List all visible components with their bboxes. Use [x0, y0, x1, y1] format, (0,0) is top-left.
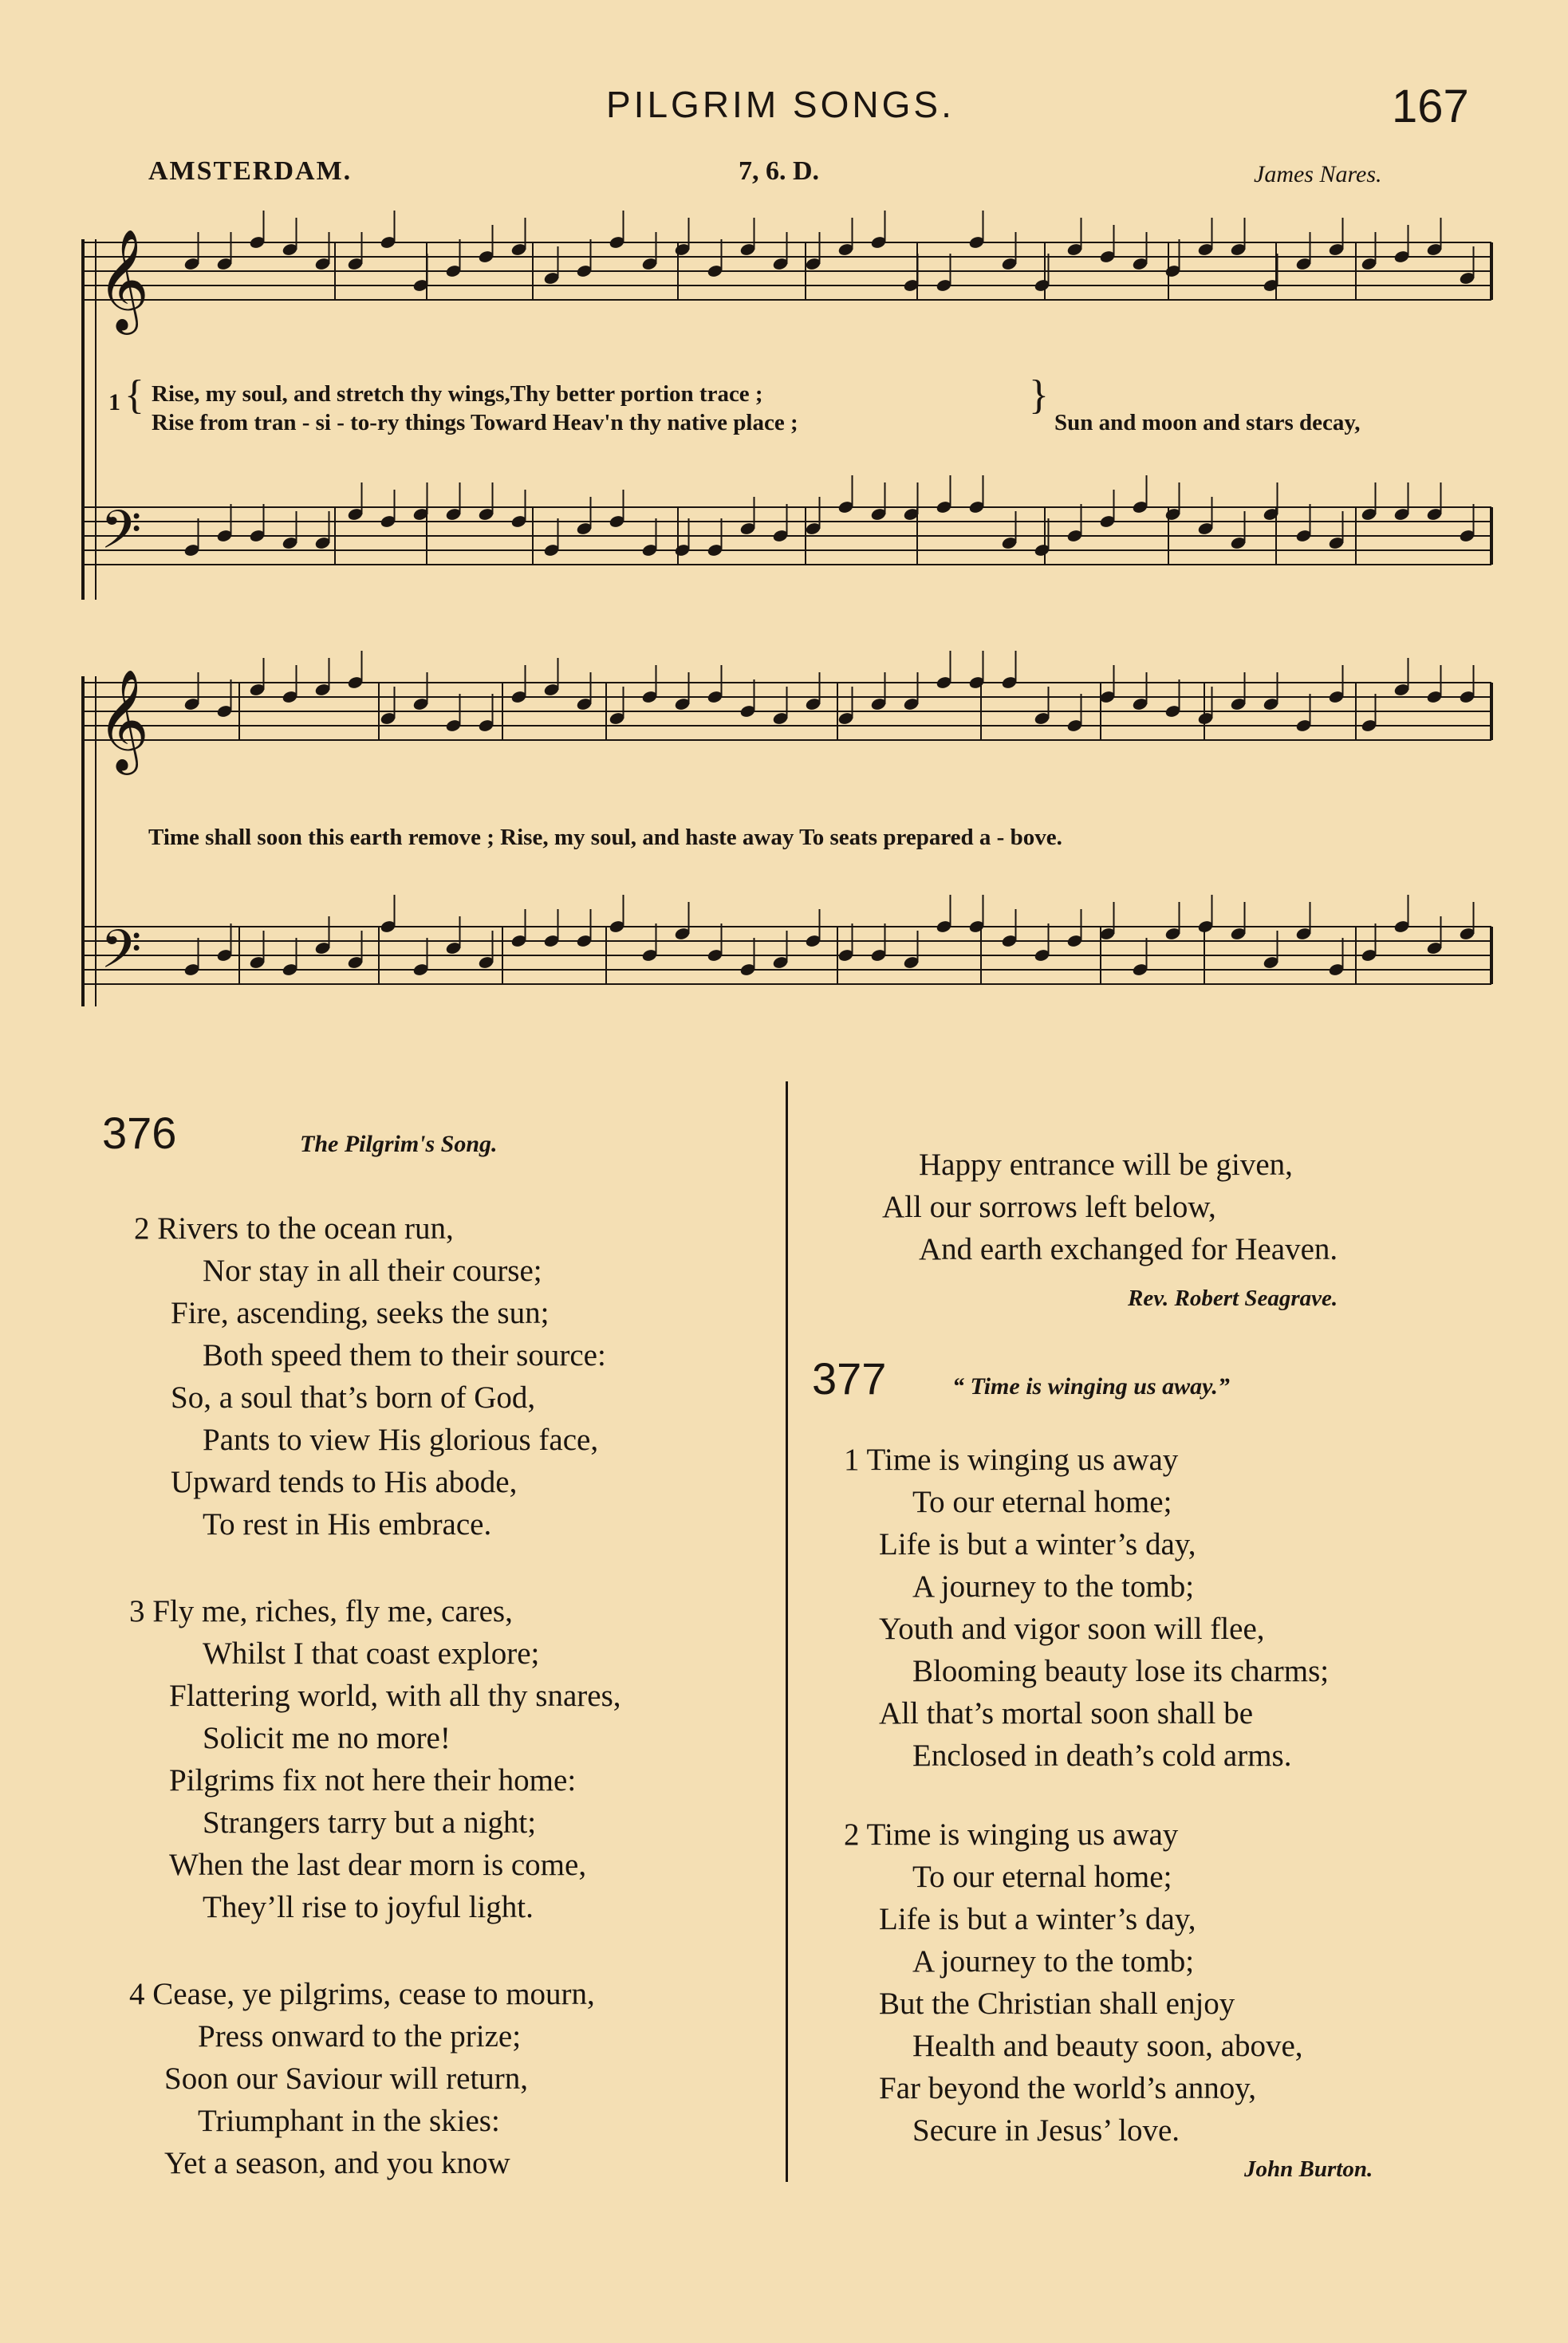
- verse-line: To our eternal home;: [912, 1485, 1172, 1519]
- verse-line: And earth exchanged for Heaven.: [919, 1232, 1338, 1266]
- left-brace: {: [124, 372, 144, 418]
- page-number: 167: [1392, 81, 1469, 132]
- lyric-brace-number: 1: [108, 389, 120, 415]
- author-377: John Burton.: [1244, 2156, 1373, 2182]
- stanza-376-2: [134, 1207, 606, 1546]
- author-376: Rev. Robert Seagrave.: [1128, 1286, 1338, 1311]
- verse-line: Yet a season, and you know: [164, 2146, 510, 2180]
- verse-line: To rest in His embrace.: [203, 1507, 492, 1542]
- verse-line: Strangers tarry but a night;: [203, 1805, 537, 1840]
- stanza-377-2: [844, 1813, 1303, 2152]
- verse-line: 1 Time is winging us away: [844, 1443, 1179, 1477]
- hymn-number-376: 376: [102, 1108, 177, 1158]
- hymn-number-377: 377: [812, 1353, 887, 1404]
- svg-text:𝄞: 𝄞: [97, 668, 150, 770]
- verse-line: Press onward to the prize;: [198, 2019, 522, 2054]
- verse-line: All our sorrows left below,: [882, 1190, 1216, 1224]
- verse-line: Happy entrance will be given,: [919, 1148, 1293, 1182]
- verse-line: But the Christian shall enjoy: [879, 1987, 1235, 2021]
- tune-composer: James Nares.: [1254, 161, 1382, 187]
- verse-line: They’ll rise to joyful light.: [203, 1890, 534, 1924]
- verse-line: Secure in Jesus’ love.: [912, 2113, 1180, 2148]
- verse-line: A journey to the tomb;: [912, 1944, 1195, 1979]
- verse-line: Life is but a winter’s day,: [879, 1527, 1196, 1561]
- verse-line: Nor stay in all their course;: [203, 1254, 542, 1288]
- lyric-line-2: Time shall soon this earth remove ; Rise, my soul, and haste away To seats prepared a - bove.: [148, 825, 1062, 850]
- tune-meter: 7, 6. D.: [739, 156, 820, 186]
- verse-line: Youth and vigor soon will flee,: [879, 1612, 1265, 1646]
- lyric-line-1a: Rise, my soul, and stretch thy wings,Thy better portion trace ;: [152, 381, 763, 407]
- verse-line: Life is but a winter’s day,: [879, 1902, 1196, 1936]
- verse-line: Pants to view His glorious face,: [203, 1423, 599, 1457]
- verse-line: Health and beauty soon, above,: [912, 2029, 1303, 2063]
- verse-line: Fire, ascending, seeks the sun;: [171, 1296, 550, 1330]
- verse-line: 3 Fly me, riches, fly me, cares,: [129, 1594, 513, 1628]
- verse-line: Whilst I that coast explore;: [203, 1636, 540, 1671]
- verse-line: Pilgrims fix not here their home:: [169, 1763, 577, 1798]
- verse-line: Far beyond the world’s annoy,: [879, 2071, 1256, 2105]
- lyric-line-1c: Sun and moon and stars decay,: [1054, 410, 1361, 435]
- verse-line: Triumphant in the skies:: [198, 2104, 500, 2138]
- stanza-376-4: [129, 1973, 595, 2184]
- verse-line: 4 Cease, ye pilgrims, cease to mourn,: [129, 1977, 595, 2011]
- music-score: [0, 0, 1568, 1037]
- hymn-title-377: “ Time is winging us away.”: [952, 1373, 1230, 1400]
- verse-line: 2 Time is winging us away: [844, 1817, 1179, 1852]
- stanza-376-3: [129, 1590, 621, 1928]
- right-brace: }: [1029, 372, 1049, 418]
- running-header: PILGRIM SONGS.: [606, 84, 955, 125]
- svg-text:𝄢: 𝄢: [100, 919, 142, 993]
- svg-text:𝄢: 𝄢: [100, 499, 142, 573]
- verse-line: All that’s mortal soon shall be: [879, 1696, 1254, 1731]
- verse-line: Solicit me no more!: [203, 1721, 451, 1755]
- verse-line: Flattering world, with all thy snares,: [169, 1679, 621, 1713]
- column-divider: [786, 1081, 788, 2182]
- verse-line: To our eternal home;: [912, 1860, 1172, 1894]
- lyric-line-1b: Rise from tran - si - to-ry things Toward Heav'n thy native place ;: [152, 410, 798, 435]
- svg-text:𝄞: 𝄞: [97, 228, 150, 330]
- verse-line: So, a soul that’s born of God,: [171, 1380, 536, 1415]
- verse-line: When the last dear morn is come,: [169, 1848, 587, 1882]
- verse-line: Soon our Saviour will return,: [164, 2061, 529, 2096]
- verse-line: Blooming beauty lose its charms;: [912, 1654, 1330, 1688]
- verse-line: A journey to the tomb;: [912, 1569, 1195, 1604]
- verse-line: Upward tends to His abode,: [171, 1465, 518, 1499]
- tune-name: AMSTERDAM.: [148, 156, 353, 186]
- hymn-title-376: The Pilgrim's Song.: [300, 1131, 498, 1157]
- verse-line: 2 Rivers to the ocean run,: [134, 1211, 454, 1246]
- verse-line: Both speed them to their source:: [203, 1338, 606, 1372]
- verse-line: Enclosed in death’s cold arms.: [912, 1739, 1292, 1773]
- stanza-376-4-continued: [882, 1144, 1338, 1270]
- stanza-377-1: [844, 1439, 1329, 1777]
